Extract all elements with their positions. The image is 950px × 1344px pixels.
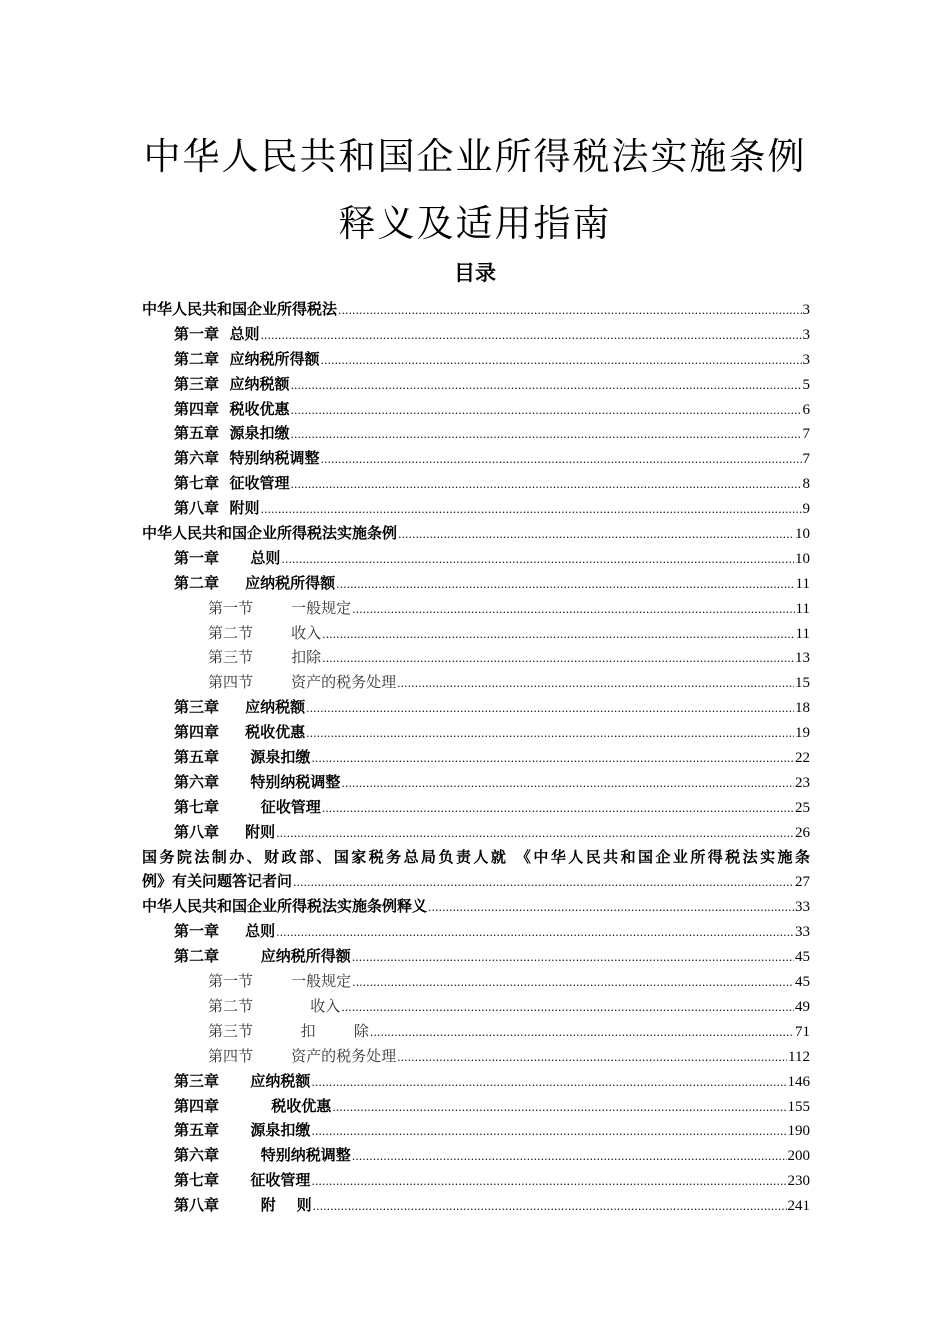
toc-dot-leader bbox=[398, 523, 794, 548]
toc-dot-leader bbox=[370, 1021, 794, 1046]
toc-entry[interactable] bbox=[142, 596, 810, 621]
toc-page-number: 200 bbox=[787, 1148, 810, 1165]
toc-entry-label: 第一章 总则 bbox=[174, 922, 276, 941]
toc-entry[interactable] bbox=[142, 521, 810, 546]
toc-page-number: 190 bbox=[787, 1123, 810, 1140]
toc-page-number: 11 bbox=[795, 600, 810, 617]
toc-entry-label: 中华人民共和国企业所得税法 bbox=[142, 300, 338, 318]
toc-page-number: 241 bbox=[787, 1198, 810, 1215]
toc-entry[interactable] bbox=[142, 496, 810, 521]
toc-page-number: 45 bbox=[795, 974, 810, 991]
toc-dot-leader bbox=[281, 548, 794, 573]
toc-entry[interactable] bbox=[142, 645, 810, 670]
toc-entry[interactable] bbox=[142, 770, 810, 795]
toc-entry-label: 第一节 一般规定 bbox=[208, 598, 352, 617]
toc-page-number: 9 bbox=[802, 501, 810, 518]
toc-page-number: 33 bbox=[795, 924, 810, 941]
toc-dot-leader bbox=[338, 299, 801, 324]
toc-entry[interactable] bbox=[142, 745, 810, 770]
toc-page-number: 6 bbox=[802, 401, 810, 418]
toc-dot-leader bbox=[290, 473, 801, 498]
toc-entry[interactable] bbox=[142, 894, 810, 919]
toc-entry-label: 第四章 税收优惠 bbox=[174, 399, 290, 418]
toc-entry[interactable] bbox=[142, 471, 810, 496]
document-title-line-2: 释义及适用指南 bbox=[338, 202, 612, 245]
toc-entry-label: 第二章 应纳税所得额 bbox=[174, 349, 320, 368]
toc-entry-label: 第八章 附 则 bbox=[174, 1196, 312, 1215]
toc-dot-leader bbox=[320, 448, 801, 473]
toc-page-number: 155 bbox=[787, 1098, 810, 1115]
toc-entry[interactable] bbox=[142, 571, 810, 596]
toc-entry[interactable] bbox=[142, 1019, 810, 1044]
toc-entry-label: 第六章 特别纳税调整 bbox=[174, 772, 341, 791]
toc-dot-leader bbox=[428, 896, 794, 921]
toc-page-number: 10 bbox=[795, 550, 810, 567]
toc-page-number: 18 bbox=[795, 700, 810, 717]
toc-entry-label: 第六章 特别纳税调整 bbox=[174, 1146, 351, 1165]
toc-dot-leader bbox=[311, 1170, 786, 1195]
toc-entry-label: 国务院法制办、财政部、国家税务总局负责人就 《中华人民共和国企业所得税法实施条 bbox=[142, 847, 810, 866]
toc-page-number: 27 bbox=[795, 874, 810, 891]
toc-entry-label: 第二章 应纳税所得额 bbox=[174, 947, 351, 966]
toc-page-number: 15 bbox=[795, 675, 810, 692]
toc-entry-label: 第七章 征收管理 bbox=[174, 797, 321, 816]
toc-dot-leader bbox=[311, 1120, 786, 1145]
toc-entry[interactable] bbox=[142, 1118, 810, 1143]
toc-entry-label: 中华人民共和国企业所得税法实施条例释义 bbox=[142, 897, 428, 916]
toc-dot-leader bbox=[352, 946, 794, 971]
toc-entry-label: 第三节 扣除 bbox=[208, 648, 322, 667]
toc-entry[interactable] bbox=[142, 421, 810, 446]
toc-page-number: 230 bbox=[787, 1173, 810, 1190]
toc-entry[interactable] bbox=[142, 446, 810, 471]
toc-entry[interactable] bbox=[142, 322, 810, 347]
toc-dot-leader bbox=[290, 399, 801, 424]
toc-dot-leader bbox=[341, 772, 794, 797]
toc-dot-leader bbox=[306, 722, 794, 747]
toc-entry[interactable] bbox=[142, 297, 810, 322]
toc-page-number: 71 bbox=[795, 1023, 810, 1040]
toc-page-number: 11 bbox=[795, 625, 810, 642]
toc-entry-label: 第四章 税收优惠 bbox=[174, 723, 306, 742]
toc-dot-leader bbox=[276, 921, 794, 946]
toc-entry[interactable] bbox=[142, 720, 810, 745]
toc-entry-label: 第三节 扣 除 bbox=[208, 1021, 369, 1040]
toc-entry[interactable] bbox=[142, 1044, 810, 1069]
toc-page-number: 8 bbox=[802, 476, 810, 493]
table-of-contents bbox=[142, 297, 810, 1218]
toc-entry-label: 第三章 应纳税额 bbox=[174, 698, 306, 717]
toc-entry-label: 第二章 应纳税所得额 bbox=[174, 573, 336, 592]
toc-entry[interactable] bbox=[142, 820, 810, 845]
toc-entry-label: 第三章 应纳税额 bbox=[174, 374, 290, 393]
toc-entry-label: 例》有关问题答记者问 bbox=[142, 872, 293, 891]
toc-entry-label: 第三章 应纳税额 bbox=[174, 1071, 311, 1090]
toc-dot-leader bbox=[313, 1195, 787, 1220]
toc-entry-label: 第八章 附则 bbox=[174, 822, 276, 841]
toc-entry-label: 第七章 征收管理 bbox=[174, 474, 290, 493]
toc-entry[interactable] bbox=[142, 1168, 810, 1193]
toc-page-number: 10 bbox=[795, 526, 810, 543]
toc-page-number: 11 bbox=[795, 575, 810, 592]
toc-dot-leader bbox=[341, 996, 794, 1021]
toc-page-number: 45 bbox=[795, 949, 810, 966]
toc-heading: 目录 bbox=[454, 261, 496, 285]
toc-page-number: 3 bbox=[802, 302, 810, 318]
toc-entry-label: 第五章 源泉扣缴 bbox=[174, 1121, 311, 1140]
toc-entry-label: 第五章 源泉扣缴 bbox=[174, 748, 311, 767]
toc-dot-leader bbox=[352, 971, 794, 996]
toc-page-number: 23 bbox=[795, 774, 810, 791]
toc-entry[interactable] bbox=[142, 546, 810, 571]
toc-page-number: 112 bbox=[788, 1048, 810, 1065]
toc-entry[interactable] bbox=[142, 670, 810, 695]
toc-dot-leader bbox=[322, 623, 794, 648]
toc-dot-leader bbox=[397, 1046, 787, 1071]
toc-dot-leader bbox=[322, 797, 794, 822]
toc-entry[interactable] bbox=[142, 372, 810, 397]
toc-entry-label: 第二节 收入 bbox=[208, 623, 322, 642]
toc-page-number: 7 bbox=[802, 426, 810, 443]
toc-page-number: 33 bbox=[795, 899, 810, 916]
toc-dot-leader bbox=[260, 498, 801, 523]
toc-entry-label: 第八章 附则 bbox=[174, 499, 260, 518]
toc-entry[interactable] bbox=[142, 944, 810, 969]
toc-page-number: 22 bbox=[795, 750, 810, 767]
toc-dot-leader bbox=[311, 1071, 786, 1096]
toc-entry-label: 第四章 税收优惠 bbox=[174, 1096, 332, 1115]
toc-page-number: 146 bbox=[787, 1073, 810, 1090]
toc-entry-label: 第一章 总则 bbox=[174, 324, 260, 343]
toc-entry-label: 第二节 收入 bbox=[208, 996, 341, 1015]
toc-entry[interactable] bbox=[142, 347, 810, 372]
toc-entry-label: 第七章 征收管理 bbox=[174, 1171, 311, 1190]
toc-dot-leader bbox=[276, 822, 794, 847]
toc-entry[interactable] bbox=[142, 621, 810, 646]
toc-entry-label: 第一章 总则 bbox=[174, 548, 281, 567]
toc-dot-leader bbox=[332, 1096, 786, 1121]
toc-entry[interactable] bbox=[142, 695, 810, 720]
toc-page-number: 5 bbox=[802, 376, 810, 393]
toc-dot-leader bbox=[320, 349, 801, 374]
toc-entry[interactable] bbox=[142, 1094, 810, 1119]
toc-entry[interactable] bbox=[142, 795, 810, 820]
toc-entry[interactable] bbox=[142, 1143, 810, 1168]
toc-page-number: 25 bbox=[795, 799, 810, 816]
toc-entry-label: 第五章 源泉扣缴 bbox=[174, 424, 290, 443]
toc-entry-label: 第四节 资产的税务处理 bbox=[208, 1046, 397, 1065]
toc-page-number: 3 bbox=[802, 326, 810, 343]
toc-dot-leader bbox=[322, 647, 794, 672]
toc-entry[interactable] bbox=[142, 1069, 810, 1094]
toc-dot-leader bbox=[336, 573, 794, 598]
toc-dot-leader bbox=[290, 423, 801, 448]
toc-dot-leader bbox=[352, 598, 794, 623]
toc-dot-leader bbox=[290, 374, 801, 399]
toc-page-number: 19 bbox=[795, 725, 810, 742]
toc-entry[interactable] bbox=[142, 397, 810, 422]
toc-page-number: 49 bbox=[795, 998, 810, 1015]
toc-entry[interactable] bbox=[142, 994, 810, 1019]
toc-entry[interactable] bbox=[142, 845, 810, 895]
toc-dot-leader bbox=[293, 871, 794, 896]
toc-page-number: 7 bbox=[802, 451, 810, 468]
toc-entry[interactable] bbox=[142, 969, 810, 994]
toc-entry-label: 第一节 一般规定 bbox=[208, 972, 352, 991]
toc-dot-leader bbox=[311, 747, 794, 772]
toc-entry-label: 第四节 资产的税务处理 bbox=[208, 673, 397, 692]
toc-entry[interactable] bbox=[142, 919, 810, 944]
toc-dot-leader bbox=[260, 324, 801, 349]
toc-entry-label: 第六章 特别纳税调整 bbox=[174, 449, 320, 468]
toc-page-number: 3 bbox=[802, 351, 810, 368]
toc-page-number: 26 bbox=[795, 824, 810, 841]
toc-dot-leader bbox=[352, 1145, 787, 1170]
toc-dot-leader bbox=[306, 697, 794, 722]
toc-dot-leader bbox=[397, 672, 794, 697]
toc-entry-label: 中华人民共和国企业所得税法实施条例 bbox=[142, 524, 398, 543]
toc-entry[interactable] bbox=[142, 1193, 810, 1218]
document-title-line-1: 中华人民共和国企业所得税法实施条例 bbox=[143, 135, 807, 178]
toc-page-number: 13 bbox=[795, 650, 810, 667]
